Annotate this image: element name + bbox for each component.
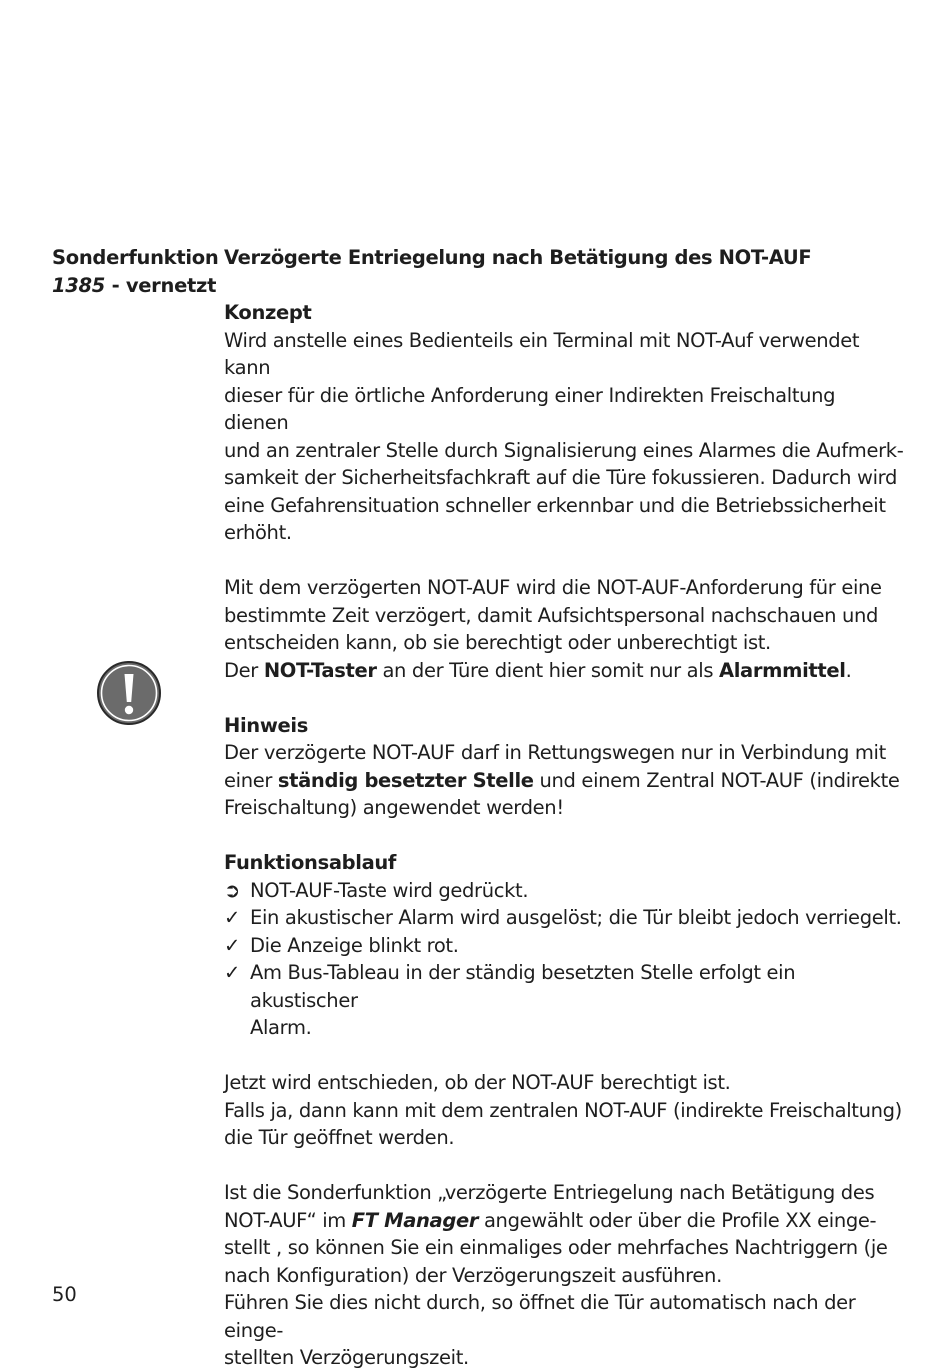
delay-last-line — [224, 657, 904, 685]
text-run: an der Türe dient hier somit nur als — [376, 658, 719, 682]
delay-line: Mit dem verzögerten NOT-AUF wird die NOT-AUF-Anforderung für eine — [224, 576, 882, 599]
list-item — [224, 932, 904, 960]
hinweis-line: Freischaltung) angewendet werden! — [224, 796, 564, 819]
step-text: Die Anzeige blinkt rot. — [250, 933, 459, 957]
final-line: Führen Sie dies nicht durch, so öffnet die Tür automatisch nach der einge- — [224, 1291, 856, 1342]
hinweis-line: Der verzögerte NOT-AUF darf in Rettungswegen nur in Verbindung mit — [224, 741, 886, 764]
text-run: Der — [224, 658, 264, 682]
text-run: und einem Zentral NOT-AUF (indirekte — [533, 768, 900, 792]
konzept-line: und an zentraler Stelle durch Signalisierung eines Alarmes die Aufmerk- — [224, 438, 904, 462]
text-run: Am Bus-Tableau in der ständig besetzten Stelle erfolgt ein akustischer — [250, 961, 796, 1012]
konzept-line: eine Gefahrensituation schneller erkennbar und die Betriebssicherheit — [224, 493, 886, 517]
text-run: . — [845, 658, 852, 682]
list-item — [224, 904, 904, 932]
function-suffix: - vernetzt — [105, 273, 217, 297]
final-line: nach Konfiguration) der Verzögerungszeit ausführen. — [224, 1263, 722, 1287]
checkmark-icon: ✓ — [224, 933, 240, 957]
text-run: NOT-AUF“ im — [224, 1208, 352, 1232]
konzept-heading: Konzept — [224, 301, 312, 324]
final-line: stellt , so können Sie ein einmaliges oder mehrfaches Nachtriggern (je — [224, 1236, 888, 1259]
decision-line: Falls ja, dann kann mit dem zentralen NOT-AUF (indirekte Freischaltung) — [224, 1098, 902, 1122]
text-run: Alarm. — [250, 1016, 312, 1039]
konzept-line: dieser für die örtliche Anforderung einer Indirekten Freischaltung dienen — [224, 383, 836, 434]
page-number: 50 — [52, 1283, 77, 1306]
konzept-line: Wird anstelle eines Bedienteils ein Terminal mit NOT-Auf verwendet kann — [224, 328, 860, 379]
function-number: 1385 — [52, 273, 106, 297]
section-label — [52, 244, 217, 299]
checkmark-icon: ✓ — [224, 906, 240, 929]
arrow-icon: ➲ — [224, 878, 240, 902]
text-run: einer — [224, 768, 278, 792]
final-line: Ist die Sonderfunktion „verzögerte Entriegelung nach Betätigung des — [224, 1181, 875, 1204]
section-label-title: Sonderfunktion — [52, 246, 219, 269]
step-list — [224, 877, 904, 1042]
alarmmittel-term: Alarmmittel — [718, 658, 846, 682]
besetzte-stelle-term: ständig besetzter Stelle — [277, 768, 534, 792]
main-content — [224, 244, 904, 1372]
section-label-number-line — [52, 272, 217, 300]
step-text: Ein akustischer Alarm wird ausgelöst; die Tür bleibt jedoch verriegelt. — [250, 906, 902, 929]
delay-line: entscheiden kann, ob sie berechtigt oder unberechtigt ist. — [224, 631, 771, 654]
final-line: stellten Verzögerungszeit. — [224, 1346, 469, 1369]
ft-manager-name: FT Manager — [351, 1208, 479, 1232]
final-line — [224, 1207, 904, 1235]
hinweis-heading: Hinweis — [224, 713, 308, 737]
funktionsablauf-heading: Funktionsablauf — [224, 851, 397, 874]
text-run: angewählt oder über die Profile XX einge- — [478, 1208, 877, 1232]
list-item — [224, 959, 904, 1042]
step-text: NOT-AUF-Taste wird gedrückt. — [250, 878, 529, 902]
delay-line: bestimmte Zeit verzögert, damit Aufsichtspersonal nachschauen und — [224, 603, 879, 627]
decision-line: Jetzt wird entschieden, ob der NOT-AUF berechtigt ist. — [224, 1071, 731, 1094]
not-taster-term: NOT-Taster — [263, 658, 377, 682]
checkmark-icon: ✓ — [224, 961, 240, 984]
exclamation-warning-icon — [96, 660, 162, 726]
konzept-line: erhöht. — [224, 521, 292, 544]
decision-line: die Tür geöffnet werden. — [224, 1126, 455, 1149]
page-title: Verzögerte Entriegelung nach Betätigung des NOT-AUF — [224, 246, 812, 269]
konzept-line: samkeit der Sicherheitsfachkraft auf die Türe fokussieren. Dadurch wird — [224, 466, 897, 489]
list-item — [224, 877, 904, 905]
hinweis-line — [224, 767, 904, 795]
step-text — [250, 959, 904, 1042]
